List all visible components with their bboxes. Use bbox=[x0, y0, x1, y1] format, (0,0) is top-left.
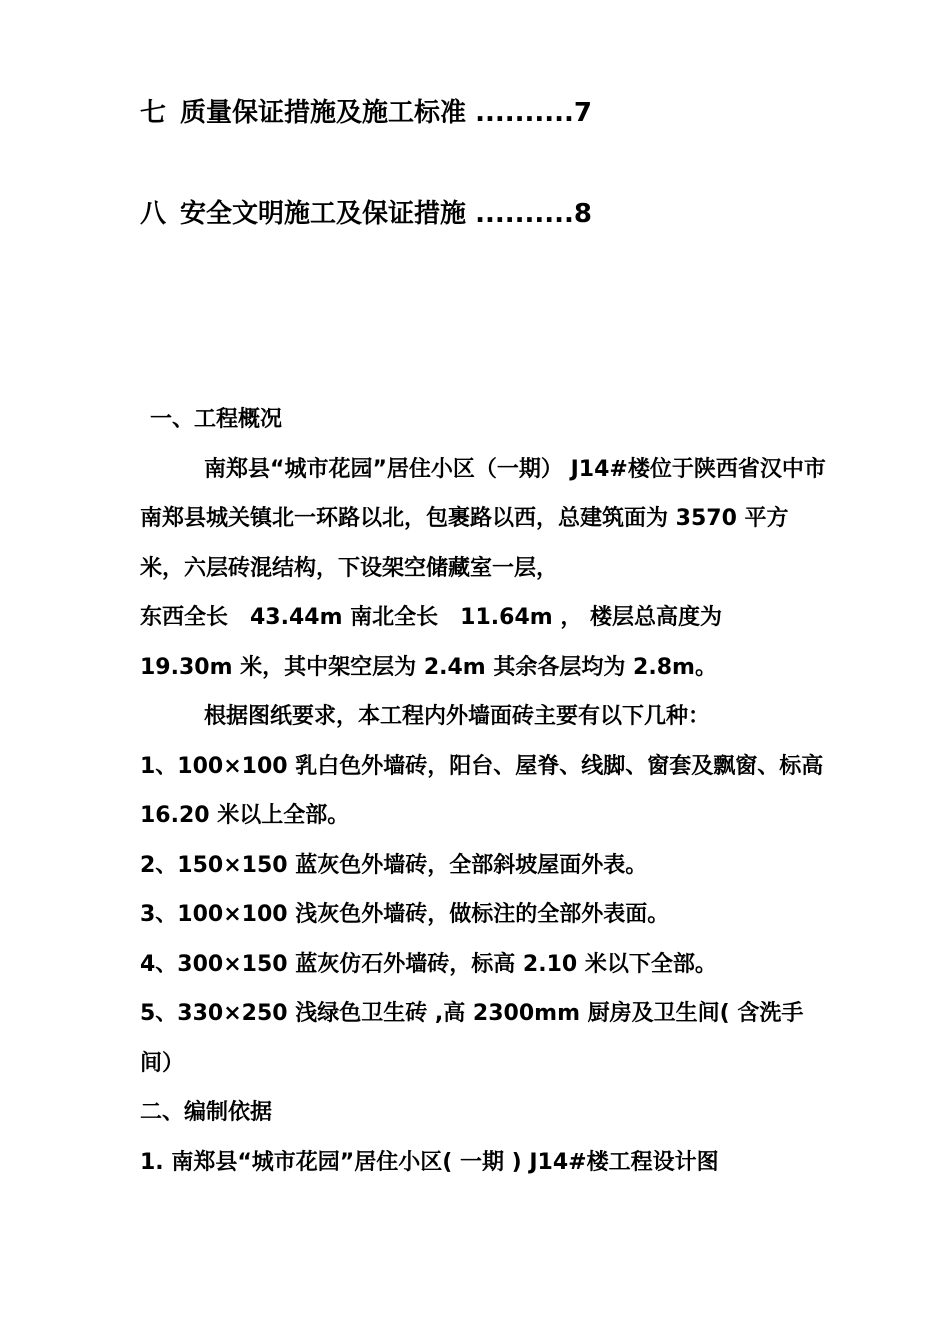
overview-paragraph: 南郑县“城市花园”居住小区（一期） J14#楼位于陕西省汉中市南郑县城关镇北一环路以北，包裹路以西，总建筑面为 3570 平方米，六层砖混结构，下设架空储藏室一层， bbox=[140, 456, 826, 581]
section-heading-overview: 一、工程概况 bbox=[150, 407, 283, 432]
list-item: 3、100×100 浅灰色外墙砖，做标注的全部外表面。 bbox=[140, 902, 670, 927]
document-body bbox=[140, 395, 830, 1187]
list-item: 1. 南郑县“城市花园”居住小区( 一期 ) J14#楼工程设计图 bbox=[140, 1149, 719, 1175]
list-item: 1、100×100 乳白色外墙砖，阳台、屋脊、线脚、窗套及飘窗、标高 16.20 米以上全部。 bbox=[140, 753, 824, 828]
toc-entry-text: 质量保证措施及施工标准 ..........7 bbox=[180, 98, 592, 128]
list-item: 2、150×150 蓝灰色外墙砖，全部斜坡屋面外表。 bbox=[140, 852, 648, 878]
overview-paragraph-heights: 19.30m 米，其中架空层为 2.4m 其余各层均为 2.8m。 bbox=[140, 654, 717, 680]
toc-entry-7 bbox=[140, 92, 592, 129]
list-item: 4、300×150 蓝灰仿石外墙砖，标高 2.10 米以下全部。 bbox=[140, 951, 717, 977]
toc-entry-8 bbox=[140, 193, 592, 230]
toc-entry-number: 七 bbox=[140, 98, 167, 128]
tile-requirements-intro: 根据图纸要求，本工程内外墙面砖主要有以下几种： bbox=[204, 704, 711, 729]
toc-entry-text: 安全文明施工及保证措施 ..........8 bbox=[180, 199, 592, 229]
overview-paragraph-dimensions: 东西全长 43.44m 南北全长 11.64m ， 楼层总高度为 bbox=[140, 605, 723, 630]
toc-entry-number: 八 bbox=[140, 199, 167, 229]
section-heading-basis: 二、编制依据 bbox=[140, 1100, 273, 1125]
list-item: 5、330×250 浅绿色卫生砖 ,高 2300mm 厨房及卫生间( 含洗手间） bbox=[140, 1001, 804, 1076]
